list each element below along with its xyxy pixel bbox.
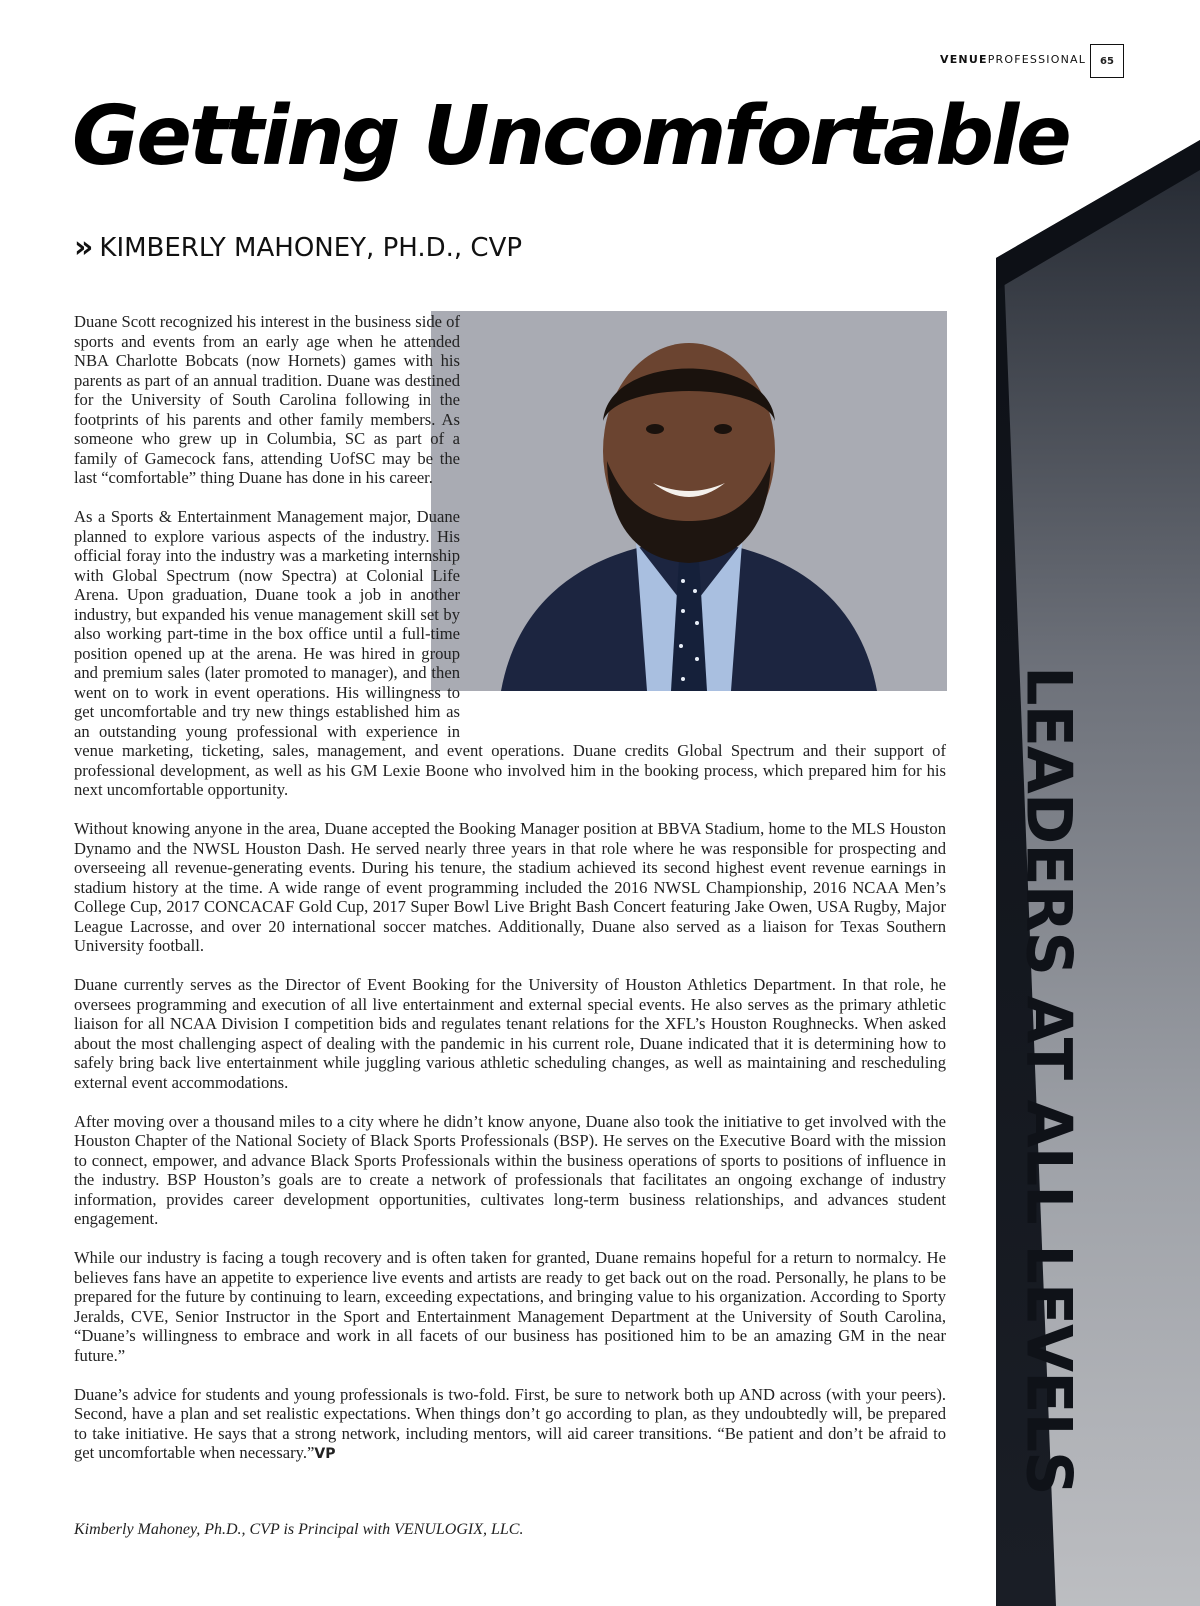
chevron-icon: » [74,230,94,265]
author-credit: Kimberly Mahoney, Ph.D., CVP is Principal with VENULOGIX, LLC. [74,1521,524,1538]
article-paragraph: While our industry is facing a tough recovery and is often taken for granted, Duane remains hopeful for a return to normalcy. He believes fans have an appetite to experience live events and artists are ready to get back out on the road. Personally, he plans to be prepared for the future by continuing to learn, exceeding expectations, and bringing value to his organization. According to Sporty Jeralds, CVE, Senior Instructor in the Sport and Entertainment Management Department at the University of South Carolina, “Duane’s willingness to embrace and work in all facets of our business has positioned him to be an amazing GM in the near future.” [74,1248,946,1365]
article-paragraph: As a Sports & Entertainment Management major, Duane planned to explore various aspects of the industry. His official foray into the industry was a marketing internship with Global Spectrum (now Spectra) at Colonial Life Arena. Upon graduation, Duane took a job in another industry, but expanded his venue management skill set by also working part-time in the box office until a full-time position opened up at the arena. He was hired in group and premium sales (later promoted to manager), and then went on to work in event operations. His willingness to get uncomfortable and try new things established him as an outstanding young professional with experience in venue marketing, ticketing, sales, management, and event operations. Duane credits Global Spectrum and their support of professional development, as well as his GM Lexie Boone who involved him in the booking process, which prepared him for his next uncomfortable opportunity. [74,507,946,799]
article-paragraph-text: Duane’s advice for students and young professionals is two-fold. First, be sure to network both up AND across (with your peers). Second, have a plan and set realistic expectations. When things don’t go according to plan, as they undoubtedly will, be prepared to take initiative. He says that a strong network, including mentors, will aid career transitions. “Be patient and don’t be afraid to get uncomfortable when necessary.” [74,1384,946,1462]
article-paragraph-last [74,1385,946,1465]
article-headline: Getting Uncomfortable [72,89,1069,184]
masthead-brand-rest: PROFESSIONAL [987,53,1087,66]
photo-wrap-spacer [460,312,946,722]
article-paragraph: Without knowing anyone in the area, Duane accepted the Booking Manager position at BBVA Stadium, home to the MLS Houston Dynamo and the NWSL Houston Dash. He served nearly three years in that role where he was responsible for prospecting and overseeing all revenue-generating events. During his tenure, the stadium achieved its second highest event revenue earnings in stadium history at the time. A wide range of event programming included the 2016 NWSL Championship, 2016 NCAA Men’s College Cup, 2017 CONCACAF Gold Cup, 2017 Super Bowl Live Bright Bash Concert featuring Jake Owen, USA Rugby, Major League Lacrosse, and over 20 international soccer matches. Additionally, Duane also served as a liaison for Texas Southern University football. [74,819,946,955]
article-body [74,312,946,1484]
byline-author: KIMBERLY MAHONEY, PH.D., CVP [99,232,523,263]
page-number: 65 [1090,44,1124,78]
end-mark: VP [314,1446,336,1462]
byline [74,230,522,265]
sidebar-section-label [1014,645,1084,1515]
article-paragraph: Duane Scott recognized his interest in the business side of sports and events from an early age when he attended NBA Charlotte Bobcats (now Hornets) games with his parents as part of an annual tradition. Duane was destined for the University of South Carolina following in the footprints of his parents and other family members. As someone who grew up in Columbia, SC as part of a family of Gamecock fans, attending UofSC may be the last “comfortable” thing Duane has done in his career. [74,312,460,487]
article-paragraph: Duane currently serves as the Director of Event Booking for the University of Houston Athletics Department. In that role, he oversees programming and execution of all live entertainment and external special events. He also serves as the primary athletic liaison for all NCAA Division I competition bids and regulates tenant relations for the XFL’s Houston Roughnecks. When asked about the most challenging aspect of dealing with the pandemic in his current role, Duane indicated that it is determining how to safely bring back live entertainment while juggling various athletic scheduling changes, as well as maintaining and rescheduling external event accommodations. [74,975,946,1092]
sidebar-label-text: LEADERS AT ALL LEVELS [1012,665,1086,1495]
article-paragraph: After moving over a thousand miles to a city where he didn’t know anyone, Duane also took the initiative to get involved with the Houston Chapter of the National Society of Black Sports Professionals (BSP). He serves on the Executive Board with the mission to connect, empower, and advance Black Sports Professionals within the business operations of sports to positions of influence in the industry. BSP Houston’s goals are to create a network of professionals that facilitates an ongoing exchange of industry information, provides career development opportunities, cultivates long-term business relationships, and advances student engagement. [74,1111,946,1228]
masthead-brand-bold: VENUE [940,53,988,66]
